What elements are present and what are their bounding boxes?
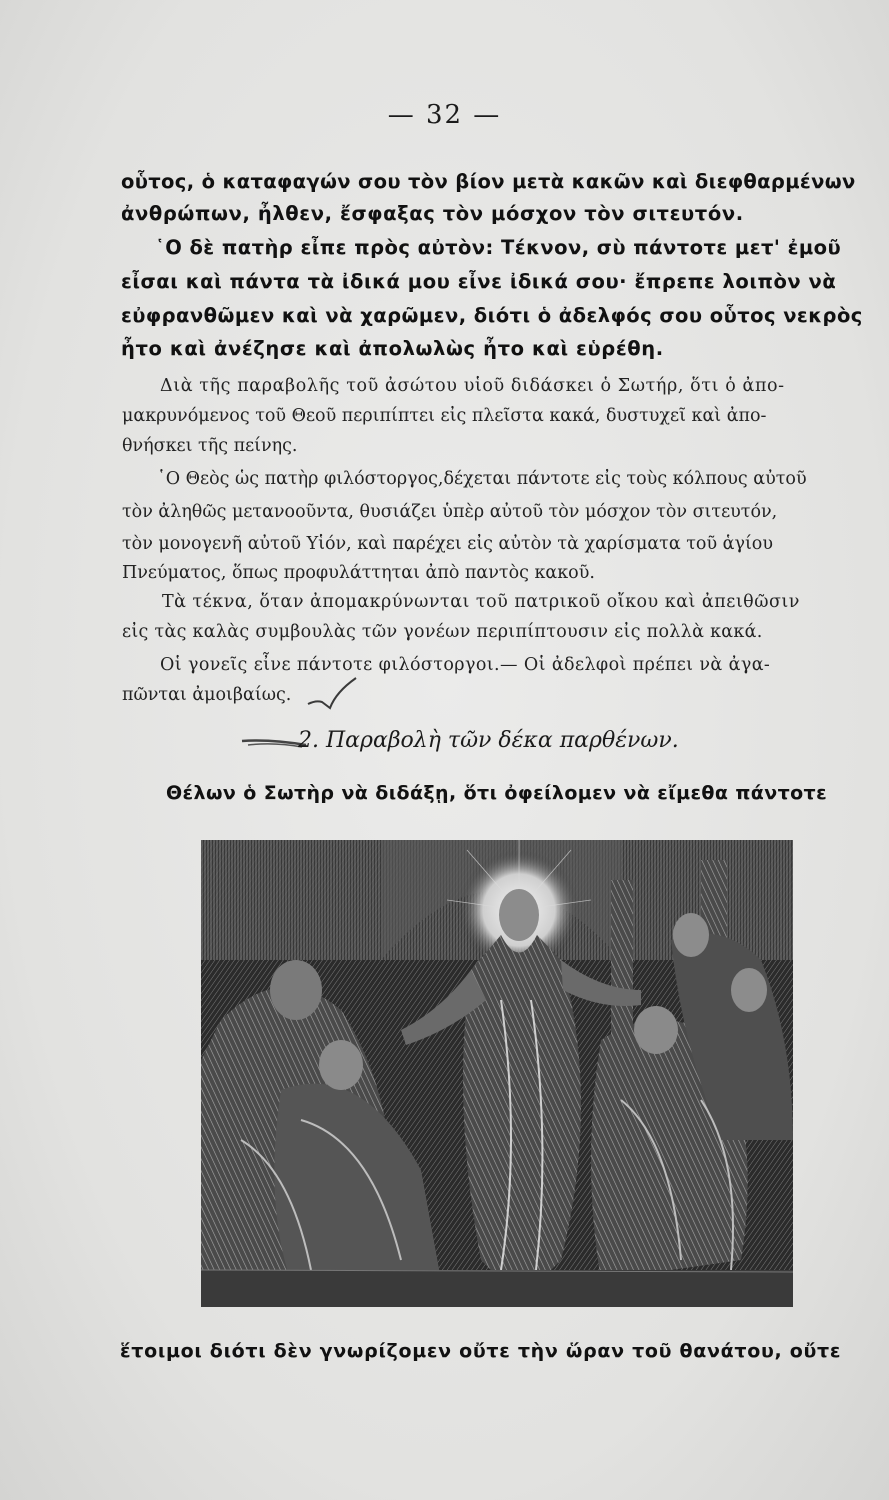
christ-with-ten-virgins-engraving [201,840,793,1307]
text-line: οὗτος, ὁ καταφαγών σου τὸν βίον μετὰ κακῶν καὶ διεφθαρμένων [121,170,856,193]
text-line: ῾Ο δὲ πατὴρ εἶπε πρὸς αὐτὸν: Τέκνον, σὺ πάντοτε μετ' ἐμοῦ [155,236,842,259]
text-line: ἀνθρώπων, ἦλθεν, ἔσφαξας τὸν μόσχον τὸν σιτευτόν. [121,202,744,225]
pencil-check-mark [306,674,360,714]
lesson-line: εἰς τὰς καλὰς συμβουλὰς τῶν γονέων περιπίπτουσιν εἰς πολλὰ κακά. [122,622,763,642]
engraving-illustration [201,840,793,1307]
text-line: ἦτο καὶ ἀνέζησε καὶ ἀπολωλὼς ἦτο καὶ εὑρέθη. [121,337,664,360]
lesson-line: θνήσκει τῆς πείνης. [122,436,298,456]
lesson-line: μακρυνόμενος τοῦ Θεοῦ περιπίπτει εἰς πλεῖστα κακά, δυστυχεῖ καὶ ἀπο- [122,406,767,426]
lesson-line: Τὰ τέκνα, ὅταν ἀπομακρύνωνται τοῦ πατρικοῦ οἴκου καὶ ἀπειθῶσιν [162,592,800,612]
intro-line: Θέλων ὁ Σωτὴρ νὰ διδάξῃ, ὅτι ὀφείλομεν νὰ εἴμεθα πάντοτε [166,782,828,804]
text-line: εἶσαι καὶ πάντα τὰ ἰδικά μου εἶνε ἰδικά σου· ἔπρεπε λοιπὸν νὰ [121,270,837,293]
section-heading: 2. Παραβολὴ τῶν δέκα παρθένων. [298,728,679,753]
closing-line: ἕτοιμοι διότι δὲν γνωρίζομεν οὔτε τὴν ὥραν τοῦ θανάτου, οὔτε [120,1340,842,1362]
text-line: εὐφρανθῶμεν καὶ νὰ χαρῶμεν, διότι ὁ ἀδελφός σου οὗτος νεκρὸς [121,304,863,327]
lesson-line: ῾Ο Θεὸς ὡς πατὴρ φιλόστοργος,δέχεται πάντοτε εἰς τοὺς κόλπους αὐτοῦ [157,469,807,489]
lesson-line: Διὰ τῆς παραβολῆς τοῦ ἀσώτου υἱοῦ διδάσκει ὁ Σωτήρ, ὅτι ὁ ἀπο- [160,376,785,396]
lesson-line: πῶνται ἀμοιβαίως. [122,685,292,705]
page-number: — 32 — [387,100,502,130]
lesson-line: τὸν μονογενῆ αὐτοῦ Υἱόν, καὶ παρέχει εἰς αὐτὸν τὰ χαρίσματα τοῦ ἁγίου [122,534,773,554]
lesson-line: τὸν ἀληθῶς μετανοοῦντα, θυσιάζει ὑπὲρ αὐτοῦ τὸν μόσχον τὸν σιτευτόν, [122,502,778,522]
lesson-line: Οἱ γονεῖς εἶνε πάντοτε φιλόστοργοι.— Οἱ ἀδελφοὶ πρέπει νὰ ἀγα- [160,655,771,675]
lesson-line: Πνεύματος, ὅπως προφυλάττηται ἀπὸ παντὸς κακοῦ. [122,563,595,583]
